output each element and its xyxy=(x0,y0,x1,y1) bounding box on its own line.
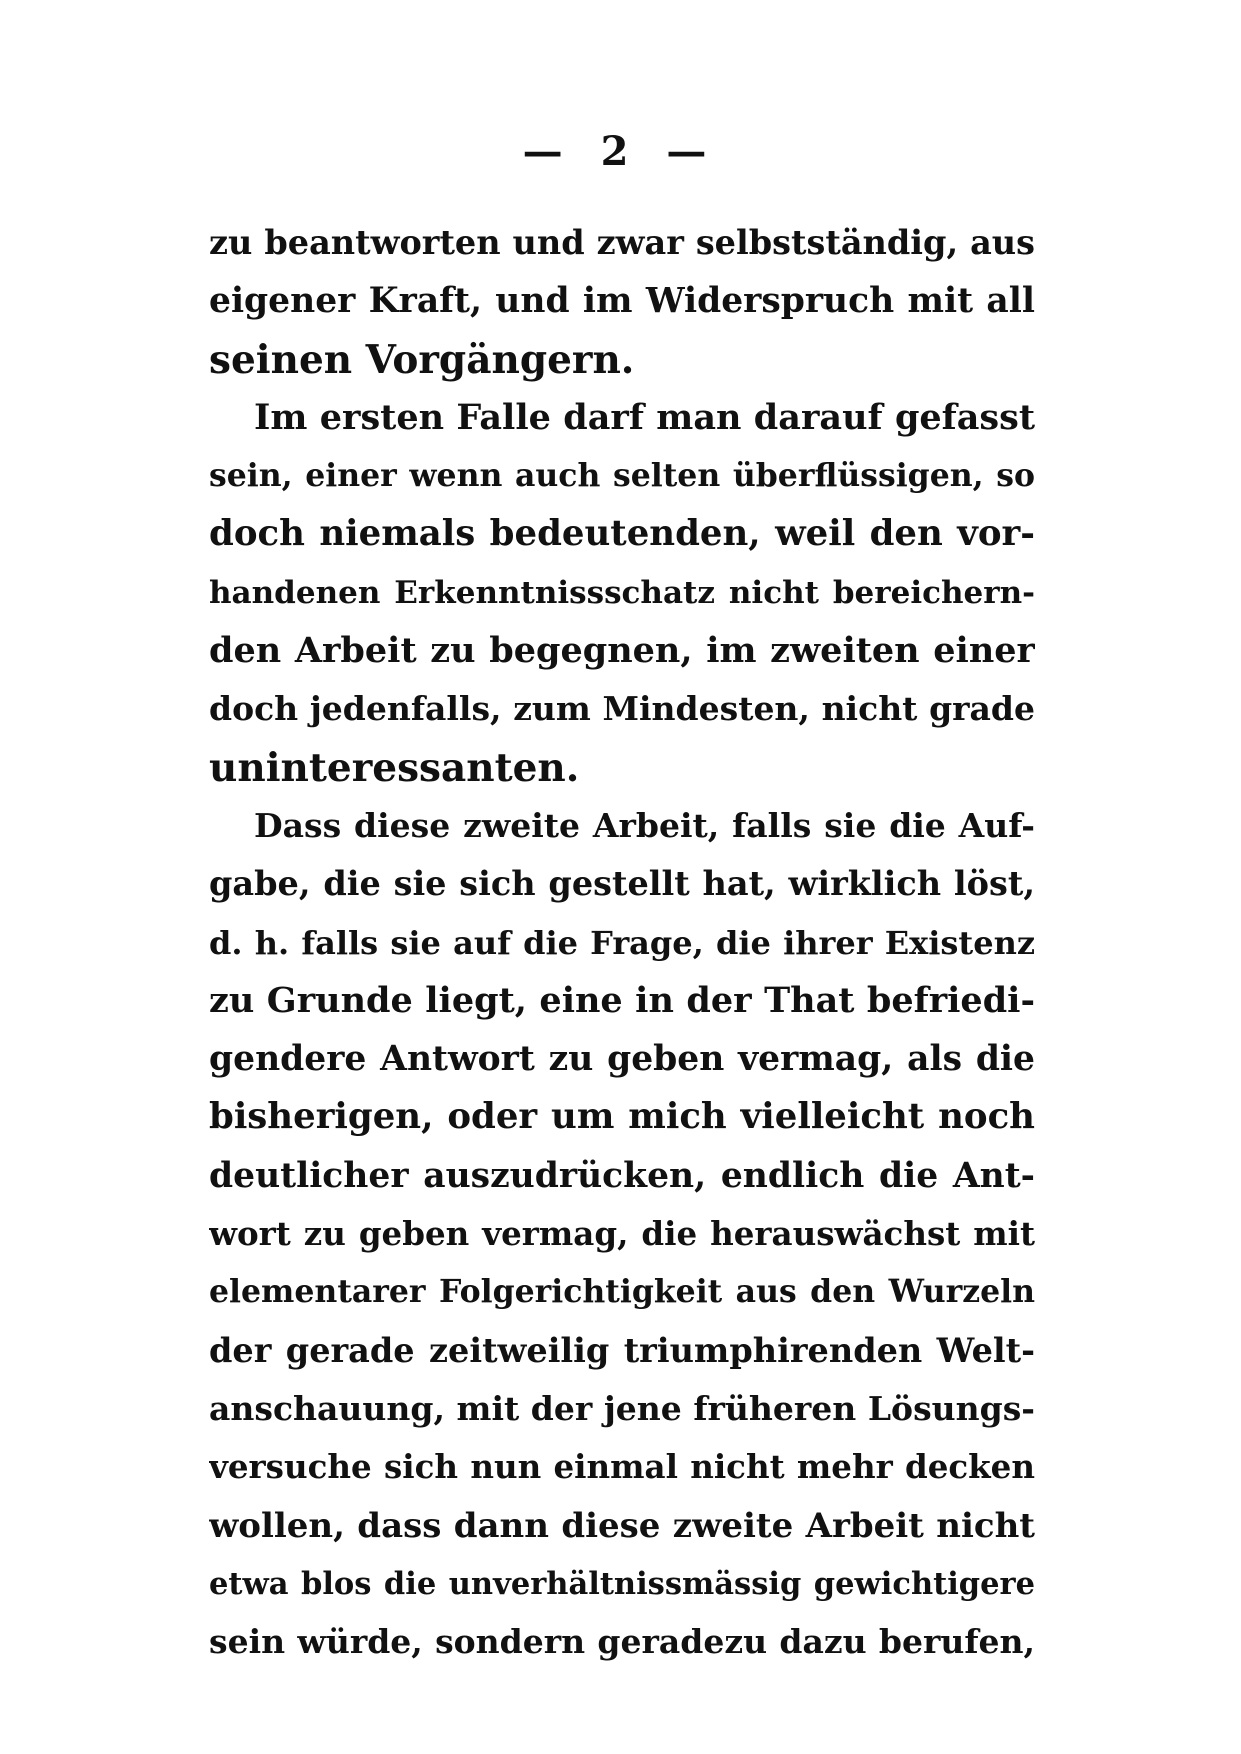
page-number: — 2 — xyxy=(522,128,719,175)
text-line: doch jedenfalls, zum Mindesten, nicht grade xyxy=(209,689,1035,729)
paragraph-1 xyxy=(209,214,1035,389)
text-line: etwa blos die unverhältnissmässig gewichtigere xyxy=(209,1565,1035,1602)
text-line: d. h. falls sie auf die Frage, die ihrer Existenz xyxy=(209,923,1035,962)
text-line: sein würde, sondern geradezu dazu berufen, xyxy=(209,1622,1035,1662)
text-line: Dass diese zweite Arbeit, falls sie die Auf- xyxy=(254,805,1035,845)
text-line: bisherigen, oder um mich vielleicht noch xyxy=(209,1096,1035,1138)
text-line: wollen, dass dann diese zweite Arbeit nicht xyxy=(209,1505,1035,1546)
paragraph-3 xyxy=(209,797,1035,1671)
body-text xyxy=(209,214,1035,1671)
text-line: den Arbeit zu begegnen, im zweiten einer xyxy=(209,630,1035,672)
text-line: sein, einer wenn auch selten überflüssigen, so xyxy=(209,457,1035,495)
text-line: eigener Kraft, und im Widerspruch mit all xyxy=(209,281,1035,322)
text-line: versuche sich nun einmal nicht mehr decken xyxy=(209,1447,1035,1487)
text-line: doch niemals bedeutenden, weil den vor- xyxy=(209,513,1035,555)
text-line: Im ersten Falle darf man darauf gefasst xyxy=(254,396,1035,438)
text-line: der gerade zeitweilig triumphirenden Welt- xyxy=(209,1330,1035,1370)
text-line: seinen Vorgängern. xyxy=(209,336,635,383)
text-line: anschauung, mit der jene früheren Lösungs- xyxy=(209,1388,1035,1428)
text-line: wort zu geben vermag, die herauswächst mit xyxy=(209,1214,1035,1254)
text-line: zu Grunde liegt, eine in der That befriedi- xyxy=(209,979,1035,1021)
text-line: handenen Erkenntnissschatz nicht bereichern- xyxy=(209,574,1035,611)
text-line: deutlicher auszudrücken, endlich die Ant- xyxy=(209,1155,1035,1196)
text-line: gendere Antwort zu geben vermag, als die xyxy=(209,1039,1035,1080)
text-line: gabe, die sie sich gestellt hat, wirklich löst, xyxy=(209,864,1035,904)
text-line: zu beantworten und zwar selbstständig, aus xyxy=(209,223,1035,262)
text-line: uninteressanten. xyxy=(209,744,580,791)
paragraph-2 xyxy=(209,389,1035,797)
text-line: elementarer Folgerichtigkeit aus den Wurzeln xyxy=(209,1273,1035,1311)
